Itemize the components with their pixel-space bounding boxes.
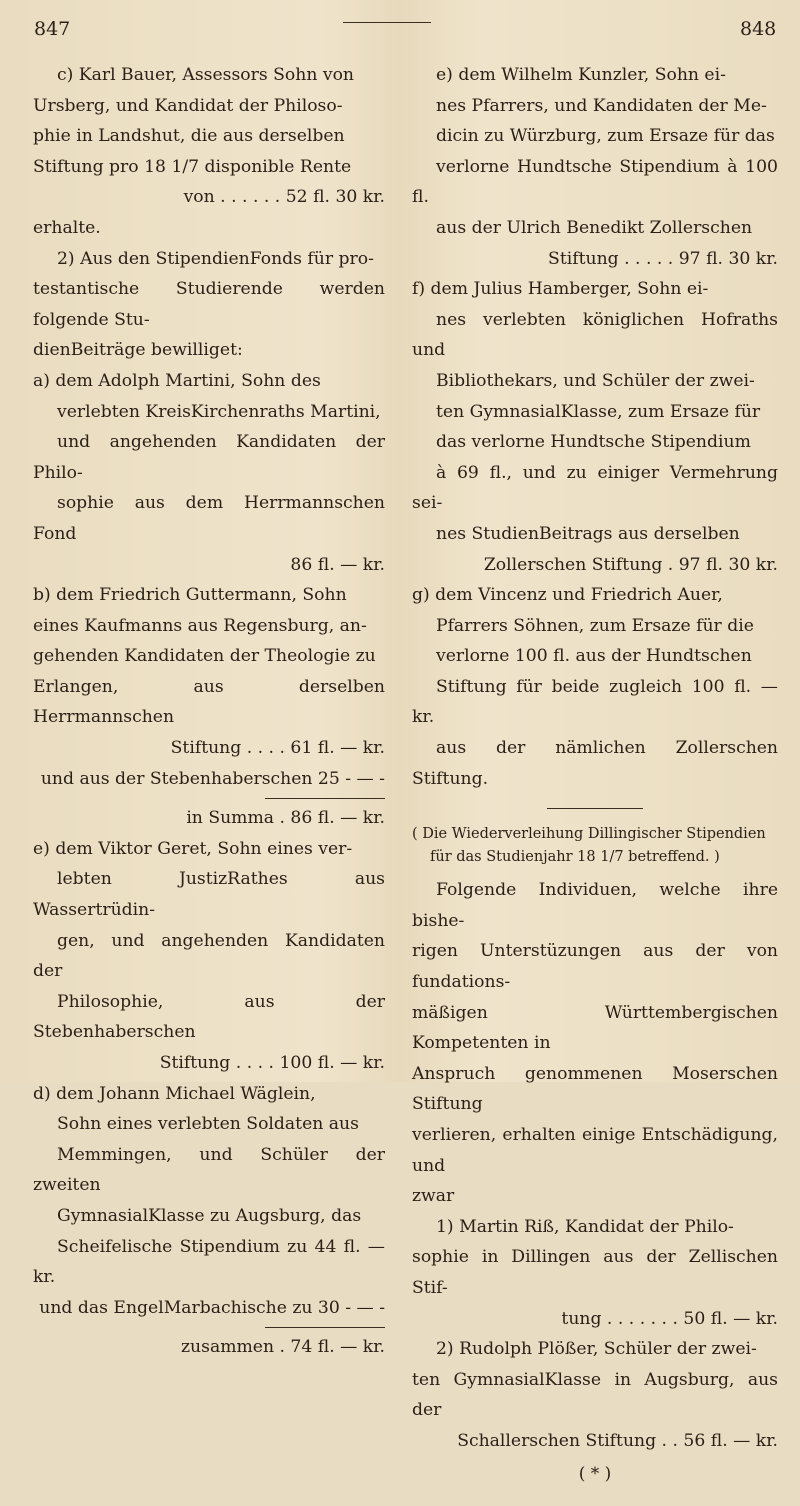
entry-g-line: aus der nämlichen Zollerschen Stiftung. <box>412 738 778 789</box>
entry-g-line: g) dem Vincenz und Friedrich Auer, <box>412 585 723 606</box>
intro-line: zwar <box>412 1186 455 1207</box>
entry-f-line: f) dem Julius Hamberger, Sohn ei- <box>412 279 709 300</box>
entry-2-amount: Schallerschen Stiftung . . 56 fl. — kr. <box>457 1430 778 1451</box>
entry-b-line: gehenden Kandidaten der Theologie zu <box>33 646 376 667</box>
entry-c-line: Ursberg, und Kandidat der Philoso- <box>33 95 343 116</box>
entry-2-line: 2) Rudolph Plößer, Schüler der zwei- <box>436 1339 757 1360</box>
left-column <box>33 60 385 1363</box>
left-page-number: 847 <box>34 18 71 40</box>
header-rule <box>343 22 431 23</box>
intro-line: verlieren, erhalten einige Entschädigung, und <box>412 1125 778 1176</box>
section-note: für das Studienjahr 18 1/7 betreffend. ) <box>430 849 720 866</box>
entry-d-total: zusammen . 74 fl. — kr. <box>181 1337 385 1358</box>
entry-e2-line: e) dem Wilhelm Kunzler, Sohn ei- <box>436 65 726 85</box>
entry-1-line: 1) Martin Riß, Kandidat der Philo- <box>436 1216 734 1237</box>
entry-f-line: nes StudienBeitrags aus derselben <box>436 523 740 544</box>
entry-f-line: à 69 fl., und zu einiger Vermehrung sei- <box>412 462 778 514</box>
entry-a-amount: 86 fl. — kr. <box>290 554 385 575</box>
entry-e-line: Philosophie, aus der Stebenhaberschen <box>33 991 385 1043</box>
entry-d-line: Memmingen, und Schüler der zweiten <box>33 1144 385 1196</box>
entry-c-line: c) Karl Bauer, Assessors Sohn von <box>57 65 354 85</box>
entry-g-line: Pfarrers Söhnen, zum Ersaze für die <box>436 615 754 636</box>
entry-b-amount: Stiftung . . . . 61 fl. — kr. <box>170 738 385 759</box>
entry-d-line: Sohn eines verlebten Soldaten aus <box>57 1114 359 1135</box>
entry-e-line: e) dem Viktor Geret, Sohn eines ver- <box>33 838 353 859</box>
intro-line: mäßigen Württembergischen Kompetenten in <box>412 1002 778 1054</box>
entry-d-amount: und das EngelMarbachische zu 30 - — - <box>39 1297 385 1318</box>
intro-line: rigen Unterstüzungen aus der von fundations- <box>412 941 778 993</box>
entry-b-line: b) dem Friedrich Guttermann, Sohn <box>33 585 347 606</box>
signature-mark: ( * ) <box>578 1463 612 1484</box>
entry-a-line: sophie aus dem Herrmannschen Fond <box>33 493 385 544</box>
entry-1-amount: tung . . . . . . . 50 fl. — kr. <box>561 1308 778 1329</box>
entry-f-amount: Zollerschen Stiftung . 97 fl. 30 kr. <box>483 554 778 575</box>
entry-c-line: phie in Landshut, die aus derselben <box>33 126 345 147</box>
section-note: ( Die Wiederverleihung Dillingischer Stipendien <box>412 826 766 843</box>
entry-a-line: und angehenden Kandidaten der Philo- <box>33 432 385 483</box>
entry-f-line: nes verlebten königlichen Hofraths und <box>412 309 778 361</box>
entry-b-total: in Summa . 86 fl. — kr. <box>186 808 385 829</box>
entry-d-line: GymnasialKlasse zu Augsburg, das <box>57 1205 362 1226</box>
entry-1-line: sophie in Dillingen aus der Zellischen Stif- <box>412 1247 778 1298</box>
entry-a-line: verlebten KreisKirchenraths Martini, <box>57 401 381 422</box>
entry-c-amount: von . . . . . . 52 fl. 30 kr. <box>183 187 385 208</box>
entry-c-line: Stiftung pro 18 1/7 disponible Rente <box>33 156 352 177</box>
entry-2-line: ten GymnasialKlasse in Augsburg, aus der <box>412 1369 778 1421</box>
entry-b-amount: und aus der Stebenhaberschen 25 - — - <box>40 768 385 789</box>
entry-g-line: Stiftung für beide zugleich 100 fl. — kr. <box>412 676 778 728</box>
entry-f-line: Bibliothekars, und Schüler der zwei- <box>436 370 755 391</box>
entry-g-line: verlorne 100 fl. aus der Hundtschen <box>436 646 752 667</box>
sum-rule <box>265 798 385 799</box>
entry-c-line: erhalte. <box>33 217 101 238</box>
entry-f-line: ten GymnasialKlasse, zum Ersaze für <box>436 401 761 422</box>
entry-e2-amount: Stiftung . . . . . 97 fl. 30 kr. <box>548 248 778 269</box>
entry-e2-line: nes Pfarrers, und Kandidaten der Me- <box>436 95 767 116</box>
entry-e2-line: aus der Ulrich Benedikt Zollerschen <box>436 217 753 238</box>
entry-b-line: eines Kaufmanns aus Regensburg, an- <box>33 615 367 636</box>
intro-line: Anspruch genommenen Moserschen Stiftung <box>412 1063 778 1115</box>
sum-rule <box>265 1327 385 1328</box>
entry-d-line: d) dem Johann Michael Wäglein, <box>33 1083 316 1104</box>
section-2-line: testantische Studierende werden folgende Stu- <box>33 279 385 330</box>
entry-e-line: lebten JustizRathes aus Wassertrüdin- <box>33 869 385 921</box>
entry-e2-line: verlorne Hundtsche Stipendium à 100 fl. <box>412 156 778 208</box>
section-2-line: dienBeiträge bewilliget: <box>33 340 243 361</box>
section-2-line: 2) Aus den StipendienFonds für pro- <box>57 248 374 269</box>
entry-e-line: gen, und angehenden Kandidaten der <box>33 930 385 982</box>
entry-f-line: das verlorne Hundtsche Stipendium <box>436 432 751 453</box>
entry-e2-line: dicin zu Würzburg, zum Ersaze für das <box>436 126 775 147</box>
entry-b-line: Erlangen, aus derselben Herrmannschen <box>33 676 385 728</box>
entry-d-line: Scheifelische Stipendium zu 44 fl. — kr. <box>33 1236 385 1288</box>
entry-a-line: a) dem Adolph Martini, Sohn des <box>33 370 321 391</box>
intro-line: Folgende Individuen, welche ihre bishe- <box>412 880 778 931</box>
right-page-number: 848 <box>740 18 777 40</box>
entry-e-amount: Stiftung . . . . 100 fl. — kr. <box>159 1053 385 1073</box>
section-divider <box>547 808 643 809</box>
right-column <box>412 60 778 1506</box>
